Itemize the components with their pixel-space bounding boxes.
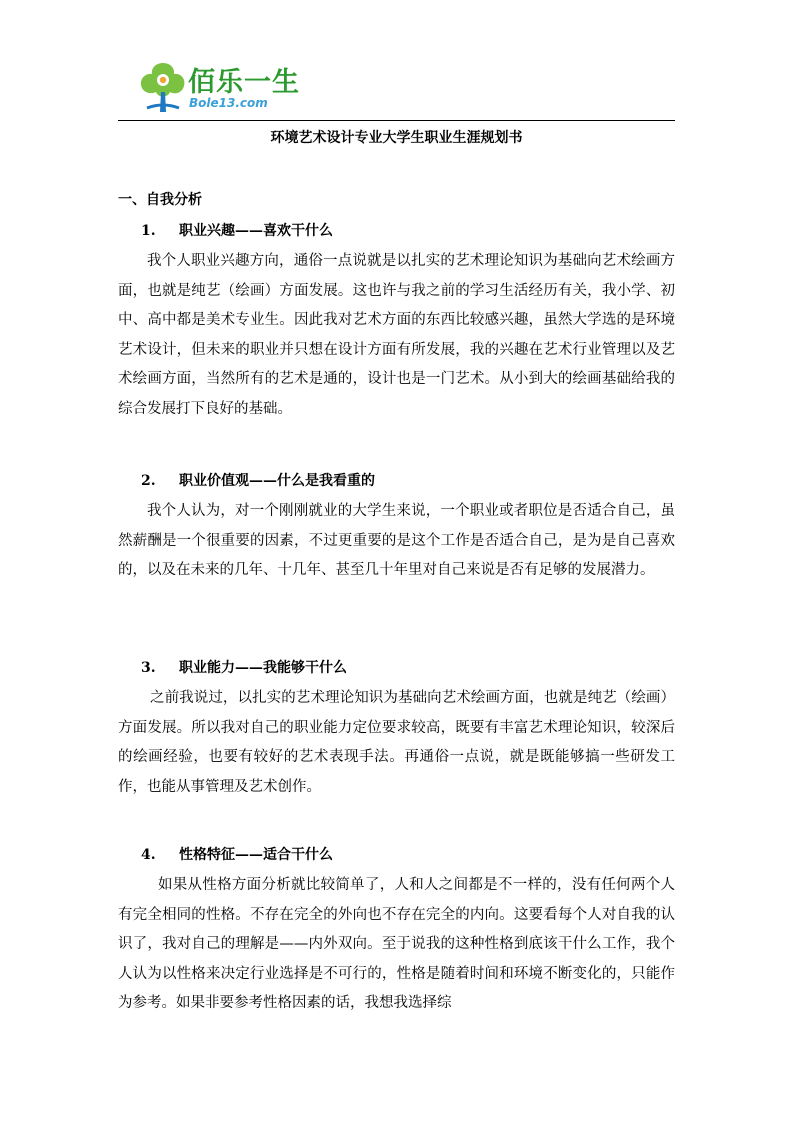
subsection-title: 职业兴趣——喜欢干什么 [179,223,333,239]
subsection-title: 职业能力——我能够干什么 [179,660,347,676]
logo-text: 佰乐一生 [188,67,300,98]
paragraph-4: 如果从性格方面分析就比较简单了，人和人之间都是不一样的，没有任何两个人有完全相同的性格。不存在完全的外向也不存在完全的内向。这要看每个人对自我的认识了，我对自己的理解是——内外双向。至于说我的这种性格到底该干什么工作，我个人认为以性格来决定行业选择是不可行的，性格是随着时间和环境不断变化的，只能作为参考。如果非要参考性格因素的话，我想我选择综 [118,877,675,1012]
logo-subtitle: Bole13.com [189,96,268,110]
subsection-title: 性格特征——适合干什么 [179,847,333,863]
tree-logo-icon [137,58,189,116]
subsection-number: 4. [141,847,156,863]
section-heading: 一、自我分析 [118,192,202,208]
subsection-heading-4 [141,845,333,865]
paragraph-2: 我个人认为，对一个刚刚就业的大学生来说，一个职业或者职位是否适合自己，虽然薪酬是一个很重要的因素，不过更重要的是这个工作是否适合自己，是为是自己喜欢的，以及在未来的几年、十几年、甚至几十年里对自己来说是否有足够的发展潜力。 [118,503,675,579]
subsection-number: 1. [141,223,156,239]
subsection-heading-3 [141,658,347,678]
subsection-title: 职业价值观——什么是我看重的 [179,473,375,489]
subsection-heading-2 [141,471,375,491]
subsection-number: 3. [141,660,156,676]
subsection-heading-1 [141,221,333,241]
subsection-number: 2. [141,473,156,489]
paragraph-3: 之前我说过，以扎实的艺术理论知识为基础向艺术绘画方面，也就是纯艺（绘画）方面发展。所以我对自己的职业能力定位要求较高，既要有丰富艺术理论知识，较深后的绘画经验，也要有较好的艺术表现手法。再通俗一点说，就是既能够搞一些研发工作，也能从事管理及艺术创作。 [118,690,675,795]
header-rule [118,120,675,121]
logo [137,58,307,118]
document-title: 环境艺术设计专业大学生职业生涯规划书 [270,130,523,146]
paragraph-1: 我个人职业兴趣方向，通俗一点说就是以扎实的艺术理论知识为基础向艺术绘画方面，也就是纯艺（绘画）方面发展。这也许与我之前的学习生活经历有关，我小学、初中、高中都是美术专业生。因此我对艺术方面的东西比较感兴趣，虽然大学选的是环境艺术设计，但未来的职业并只想在设计方面有所发展，我的兴趣在艺术行业管理以及艺术绘画方面，当然所有的艺术是通的，设计也是一门艺术。从小到大的绘画基础给我的综合发展打下良好的基础。 [118,253,675,417]
